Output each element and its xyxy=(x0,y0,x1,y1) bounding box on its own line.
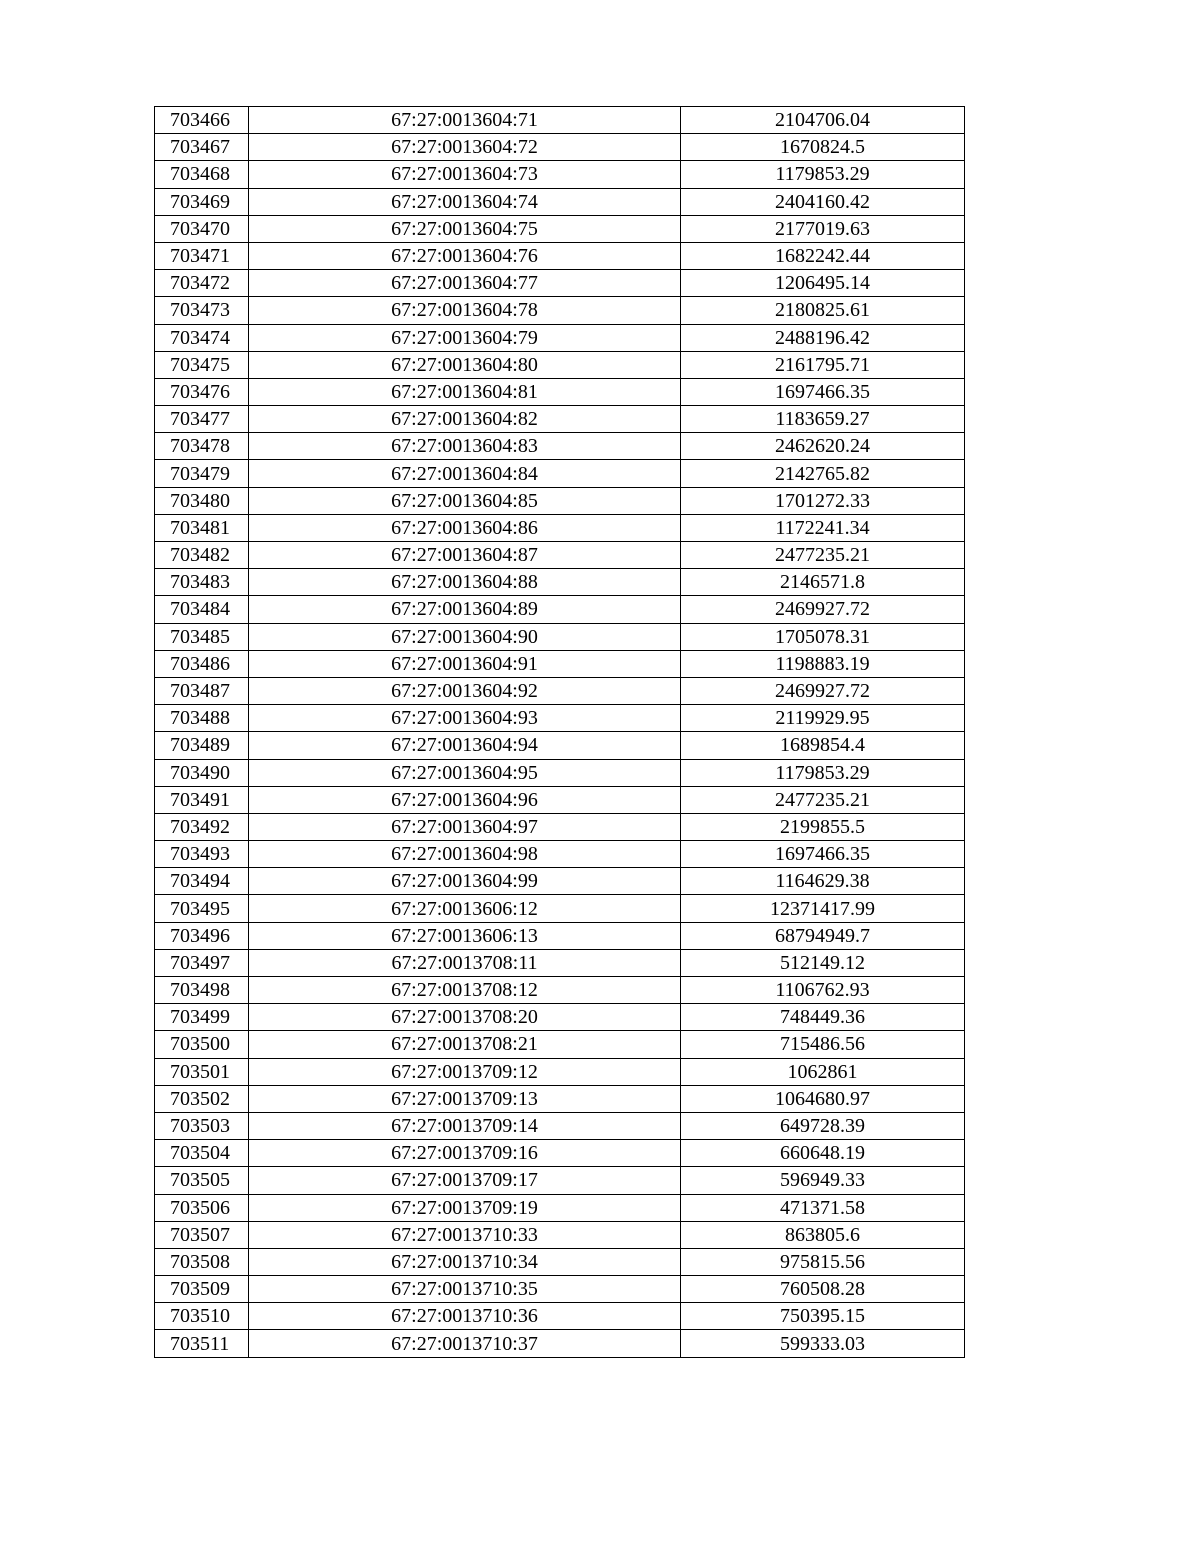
cadastral-number-cell: 67:27:0013604:95 xyxy=(249,759,681,786)
table-row xyxy=(155,569,965,596)
table-row xyxy=(155,1058,965,1085)
table-row xyxy=(155,786,965,813)
table-row xyxy=(155,1330,965,1357)
row-number-cell: 703475 xyxy=(155,351,249,378)
cadastral-value-cell: 2161795.71 xyxy=(681,351,965,378)
row-number-cell: 703504 xyxy=(155,1140,249,1167)
cadastral-value-cell: 1689854.4 xyxy=(681,732,965,759)
cadastral-value-cell: 2177019.63 xyxy=(681,215,965,242)
cadastral-number-cell: 67:27:0013604:84 xyxy=(249,460,681,487)
row-number-cell: 703474 xyxy=(155,324,249,351)
cadastral-number-cell: 67:27:0013604:96 xyxy=(249,786,681,813)
table-row xyxy=(155,949,965,976)
table-row xyxy=(155,1276,965,1303)
table-row xyxy=(155,542,965,569)
row-number-cell: 703502 xyxy=(155,1085,249,1112)
row-number-cell: 703487 xyxy=(155,677,249,704)
row-number-cell: 703477 xyxy=(155,406,249,433)
row-number-cell: 703497 xyxy=(155,949,249,976)
cadastral-number-cell: 67:27:0013604:71 xyxy=(249,107,681,134)
row-number-cell: 703489 xyxy=(155,732,249,759)
cadastral-number-cell: 67:27:0013604:75 xyxy=(249,215,681,242)
cadastral-value-cell: 1206495.14 xyxy=(681,270,965,297)
cadastral-value-cell: 2180825.61 xyxy=(681,297,965,324)
cadastral-value-cell: 660648.19 xyxy=(681,1140,965,1167)
cadastral-number-cell: 67:27:0013709:19 xyxy=(249,1194,681,1221)
row-number-cell: 703482 xyxy=(155,542,249,569)
cadastral-value-cell: 1198883.19 xyxy=(681,650,965,677)
cadastral-number-cell: 67:27:0013604:94 xyxy=(249,732,681,759)
row-number-cell: 703479 xyxy=(155,460,249,487)
table-row xyxy=(155,1167,965,1194)
table-row xyxy=(155,406,965,433)
table-body xyxy=(155,107,965,1358)
cadastral-number-cell: 67:27:0013604:77 xyxy=(249,270,681,297)
row-number-cell: 703469 xyxy=(155,188,249,215)
cadastral-value-cell: 2104706.04 xyxy=(681,107,965,134)
cadastral-value-cell: 2477235.21 xyxy=(681,542,965,569)
cadastral-value-cell: 863805.6 xyxy=(681,1221,965,1248)
cadastral-number-cell: 67:27:0013604:87 xyxy=(249,542,681,569)
table-row xyxy=(155,705,965,732)
table-row xyxy=(155,1085,965,1112)
table-row xyxy=(155,161,965,188)
cadastral-value-cell: 2199855.5 xyxy=(681,813,965,840)
table-row xyxy=(155,977,965,1004)
cadastral-number-cell: 67:27:0013604:91 xyxy=(249,650,681,677)
table-row xyxy=(155,188,965,215)
table-row xyxy=(155,596,965,623)
cadastral-value-cell: 1164629.38 xyxy=(681,868,965,895)
cadastral-number-cell: 67:27:0013604:83 xyxy=(249,433,681,460)
table-row xyxy=(155,759,965,786)
row-number-cell: 703483 xyxy=(155,569,249,596)
cadastral-value-cell: 2488196.42 xyxy=(681,324,965,351)
cadastral-value-cell: 750395.15 xyxy=(681,1303,965,1330)
cadastral-value-cell: 1064680.97 xyxy=(681,1085,965,1112)
row-number-cell: 703508 xyxy=(155,1248,249,1275)
table-row xyxy=(155,460,965,487)
table-row xyxy=(155,1031,965,1058)
row-number-cell: 703492 xyxy=(155,813,249,840)
cadastral-value-cell: 2477235.21 xyxy=(681,786,965,813)
cadastral-number-cell: 67:27:0013604:80 xyxy=(249,351,681,378)
cadastral-number-cell: 67:27:0013604:92 xyxy=(249,677,681,704)
cadastral-value-cell: 1670824.5 xyxy=(681,134,965,161)
row-number-cell: 703511 xyxy=(155,1330,249,1357)
cadastral-number-cell: 67:27:0013604:81 xyxy=(249,378,681,405)
table-row xyxy=(155,1140,965,1167)
cadastral-value-cell: 2119929.95 xyxy=(681,705,965,732)
table-row xyxy=(155,514,965,541)
row-number-cell: 703494 xyxy=(155,868,249,895)
cadastral-number-cell: 67:27:0013604:85 xyxy=(249,487,681,514)
cadastral-number-cell: 67:27:0013710:35 xyxy=(249,1276,681,1303)
cadastral-number-cell: 67:27:0013604:99 xyxy=(249,868,681,895)
cadastral-value-cell: 512149.12 xyxy=(681,949,965,976)
cadastral-value-cell: 760508.28 xyxy=(681,1276,965,1303)
cadastral-value-cell: 68794949.7 xyxy=(681,922,965,949)
table-row xyxy=(155,922,965,949)
cadastral-value-cell: 1682242.44 xyxy=(681,242,965,269)
cadastral-number-cell: 67:27:0013606:12 xyxy=(249,895,681,922)
table-row xyxy=(155,378,965,405)
cadastral-number-cell: 67:27:0013709:16 xyxy=(249,1140,681,1167)
row-number-cell: 703503 xyxy=(155,1112,249,1139)
cadastral-value-cell: 1701272.33 xyxy=(681,487,965,514)
table-row xyxy=(155,270,965,297)
row-number-cell: 703500 xyxy=(155,1031,249,1058)
row-number-cell: 703498 xyxy=(155,977,249,1004)
cadastral-number-cell: 67:27:0013709:17 xyxy=(249,1167,681,1194)
table-row xyxy=(155,841,965,868)
row-number-cell: 703510 xyxy=(155,1303,249,1330)
row-number-cell: 703493 xyxy=(155,841,249,868)
row-number-cell: 703496 xyxy=(155,922,249,949)
cadastral-number-cell: 67:27:0013710:36 xyxy=(249,1303,681,1330)
cadastral-number-cell: 67:27:0013709:13 xyxy=(249,1085,681,1112)
cadastral-value-cell: 599333.03 xyxy=(681,1330,965,1357)
row-number-cell: 703495 xyxy=(155,895,249,922)
table-row xyxy=(155,433,965,460)
table-row xyxy=(155,242,965,269)
table-row xyxy=(155,1112,965,1139)
table-row xyxy=(155,1303,965,1330)
row-number-cell: 703506 xyxy=(155,1194,249,1221)
cadastral-number-cell: 67:27:0013604:86 xyxy=(249,514,681,541)
cadastral-number-cell: 67:27:0013710:33 xyxy=(249,1221,681,1248)
row-number-cell: 703467 xyxy=(155,134,249,161)
cadastral-value-cell: 2469927.72 xyxy=(681,596,965,623)
row-number-cell: 703480 xyxy=(155,487,249,514)
cadastral-value-cell: 748449.36 xyxy=(681,1004,965,1031)
cadastral-number-cell: 67:27:0013708:11 xyxy=(249,949,681,976)
table-row xyxy=(155,324,965,351)
cadastral-value-cell: 2146571.8 xyxy=(681,569,965,596)
table-row xyxy=(155,134,965,161)
cadastral-number-cell: 67:27:0013710:37 xyxy=(249,1330,681,1357)
table-row xyxy=(155,351,965,378)
row-number-cell: 703505 xyxy=(155,1167,249,1194)
table-row xyxy=(155,732,965,759)
cadastral-value-cell: 2462620.24 xyxy=(681,433,965,460)
row-number-cell: 703478 xyxy=(155,433,249,460)
cadastral-number-cell: 67:27:0013604:97 xyxy=(249,813,681,840)
row-number-cell: 703486 xyxy=(155,650,249,677)
cadastral-number-cell: 67:27:0013604:79 xyxy=(249,324,681,351)
cadastral-value-cell: 1179853.29 xyxy=(681,161,965,188)
table-row xyxy=(155,623,965,650)
row-number-cell: 703481 xyxy=(155,514,249,541)
row-number-cell: 703470 xyxy=(155,215,249,242)
cadastral-value-cell: 1172241.34 xyxy=(681,514,965,541)
cadastral-number-cell: 67:27:0013604:73 xyxy=(249,161,681,188)
table-row xyxy=(155,215,965,242)
table-row xyxy=(155,1004,965,1031)
cadastral-number-cell: 67:27:0013604:89 xyxy=(249,596,681,623)
cadastral-value-cell: 649728.39 xyxy=(681,1112,965,1139)
row-number-cell: 703507 xyxy=(155,1221,249,1248)
table-row xyxy=(155,107,965,134)
cadastral-value-cell: 1705078.31 xyxy=(681,623,965,650)
row-number-cell: 703488 xyxy=(155,705,249,732)
table-row xyxy=(155,650,965,677)
row-number-cell: 703472 xyxy=(155,270,249,297)
table-row xyxy=(155,868,965,895)
cadastral-number-cell: 67:27:0013604:93 xyxy=(249,705,681,732)
cadastral-value-cell: 596949.33 xyxy=(681,1167,965,1194)
cadastral-number-cell: 67:27:0013708:12 xyxy=(249,977,681,1004)
cadastral-number-cell: 67:27:0013708:21 xyxy=(249,1031,681,1058)
table-row xyxy=(155,1248,965,1275)
cadastral-value-cell: 2142765.82 xyxy=(681,460,965,487)
cadastral-number-cell: 67:27:0013710:34 xyxy=(249,1248,681,1275)
table-row xyxy=(155,677,965,704)
row-number-cell: 703509 xyxy=(155,1276,249,1303)
row-number-cell: 703484 xyxy=(155,596,249,623)
cadastral-number-cell: 67:27:0013604:88 xyxy=(249,569,681,596)
cadastral-value-cell: 1697466.35 xyxy=(681,378,965,405)
cadastral-value-cell: 1179853.29 xyxy=(681,759,965,786)
cadastral-value-cell: 1183659.27 xyxy=(681,406,965,433)
cadastral-value-cell: 1106762.93 xyxy=(681,977,965,1004)
cadastral-value-cell: 1062861 xyxy=(681,1058,965,1085)
table-row xyxy=(155,1194,965,1221)
row-number-cell: 703471 xyxy=(155,242,249,269)
cadastral-value-cell: 715486.56 xyxy=(681,1031,965,1058)
cadastral-number-cell: 67:27:0013604:76 xyxy=(249,242,681,269)
cadastral-number-cell: 67:27:0013708:20 xyxy=(249,1004,681,1031)
row-number-cell: 703466 xyxy=(155,107,249,134)
cadastral-value-cell: 471371.58 xyxy=(681,1194,965,1221)
table-row xyxy=(155,813,965,840)
row-number-cell: 703499 xyxy=(155,1004,249,1031)
cadastral-value-table xyxy=(154,106,965,1358)
row-number-cell: 703501 xyxy=(155,1058,249,1085)
cadastral-number-cell: 67:27:0013604:98 xyxy=(249,841,681,868)
cadastral-number-cell: 67:27:0013604:78 xyxy=(249,297,681,324)
cadastral-number-cell: 67:27:0013604:90 xyxy=(249,623,681,650)
row-number-cell: 703485 xyxy=(155,623,249,650)
cadastral-number-cell: 67:27:0013606:13 xyxy=(249,922,681,949)
cadastral-number-cell: 67:27:0013604:74 xyxy=(249,188,681,215)
cadastral-value-cell: 1697466.35 xyxy=(681,841,965,868)
row-number-cell: 703491 xyxy=(155,786,249,813)
cadastral-value-cell: 12371417.99 xyxy=(681,895,965,922)
row-number-cell: 703490 xyxy=(155,759,249,786)
cadastral-value-cell: 2469927.72 xyxy=(681,677,965,704)
table-row xyxy=(155,895,965,922)
table-row xyxy=(155,1221,965,1248)
row-number-cell: 703473 xyxy=(155,297,249,324)
table-row xyxy=(155,487,965,514)
cadastral-number-cell: 67:27:0013604:82 xyxy=(249,406,681,433)
table-row xyxy=(155,297,965,324)
row-number-cell: 703468 xyxy=(155,161,249,188)
cadastral-number-cell: 67:27:0013709:14 xyxy=(249,1112,681,1139)
cadastral-value-cell: 975815.56 xyxy=(681,1248,965,1275)
row-number-cell: 703476 xyxy=(155,378,249,405)
cadastral-value-cell: 2404160.42 xyxy=(681,188,965,215)
cadastral-number-cell: 67:27:0013709:12 xyxy=(249,1058,681,1085)
cadastral-number-cell: 67:27:0013604:72 xyxy=(249,134,681,161)
